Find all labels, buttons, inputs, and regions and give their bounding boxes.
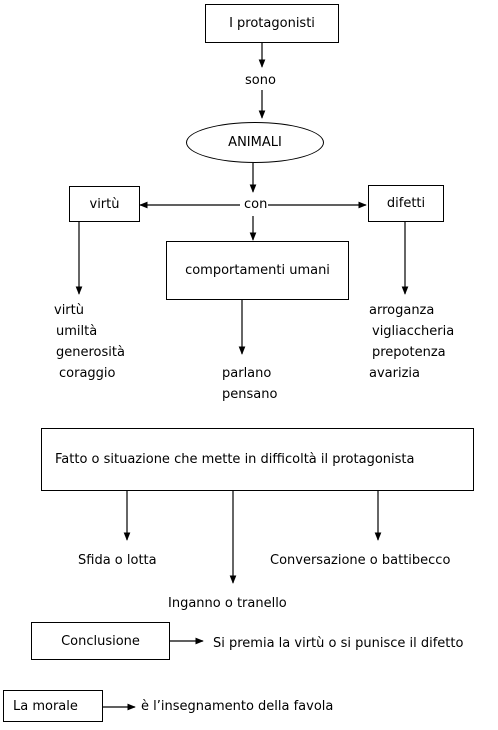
comportamenti-box: comportamenti umani bbox=[166, 241, 349, 300]
azione-item: parlano bbox=[222, 366, 272, 381]
virtu-item: coraggio bbox=[59, 366, 116, 381]
virtu-item: umiltà bbox=[56, 324, 98, 339]
morale-box: La morale bbox=[3, 690, 103, 722]
protagonisti-box: I protagonisti bbox=[205, 4, 339, 43]
virtu-item: generosità bbox=[56, 345, 125, 360]
difetti-item: arroganza bbox=[369, 303, 435, 318]
azione-item: pensano bbox=[222, 387, 278, 402]
virtu-box: virtù bbox=[69, 186, 140, 222]
virtu-item: virtù bbox=[54, 303, 84, 318]
con-label: con bbox=[244, 197, 268, 212]
difetti-item: prepotenza bbox=[372, 345, 446, 360]
sono-label: sono bbox=[245, 73, 276, 88]
difetti-item: vigliaccheria bbox=[372, 324, 455, 339]
difetti-box: difetti bbox=[368, 185, 444, 222]
sfida-label: Sfida o lotta bbox=[78, 553, 157, 568]
inganno-label: Inganno o tranello bbox=[168, 596, 287, 611]
premia-label: Si premia la virtù o si punisce il difetto bbox=[213, 636, 464, 651]
conversazione-label: Conversazione o battibecco bbox=[270, 553, 451, 568]
conclusione-box: Conclusione bbox=[31, 622, 170, 660]
fatto-box: Fatto o situazione che mette in difficoltà il protagonista bbox=[41, 428, 474, 491]
animali-ellipse: ANIMALI bbox=[186, 122, 324, 163]
insegnamento-label: è l’insegnamento della favola bbox=[141, 699, 334, 714]
difetti-item: avarizia bbox=[369, 366, 420, 381]
